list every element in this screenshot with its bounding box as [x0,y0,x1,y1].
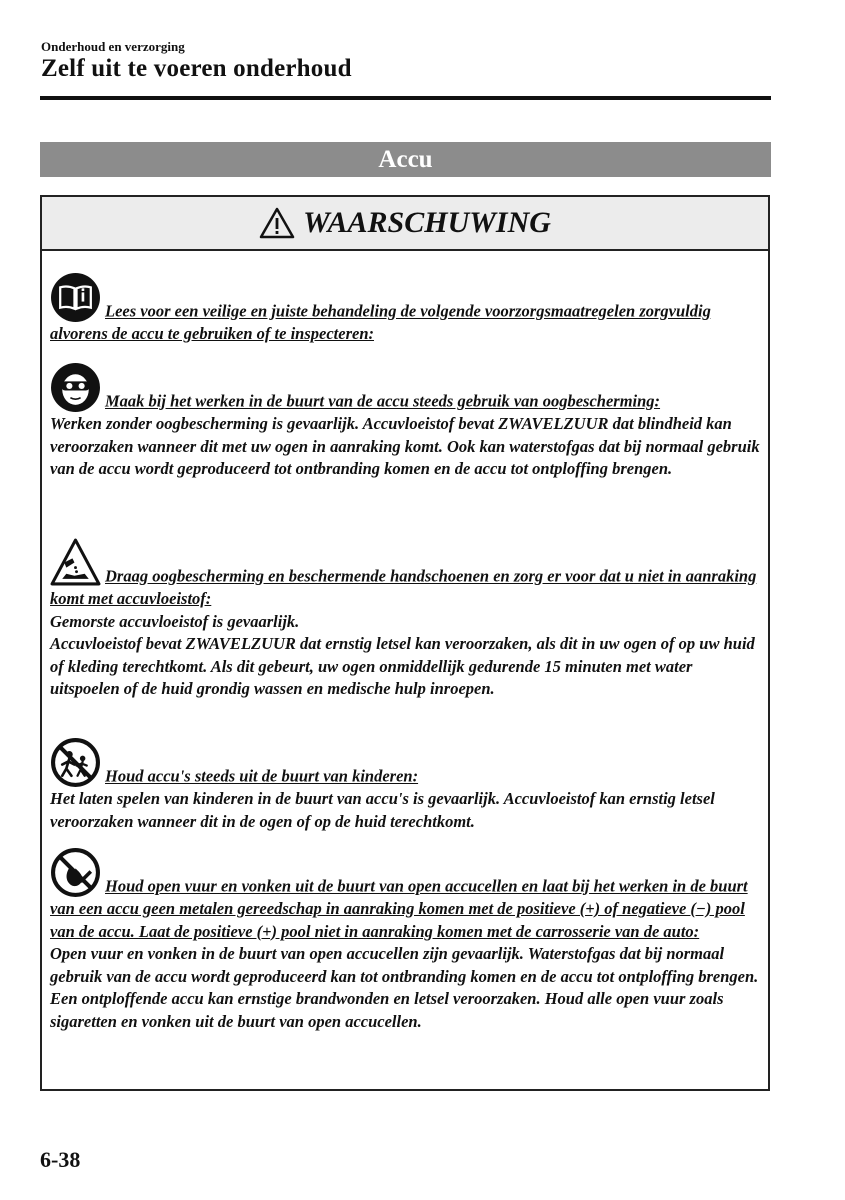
warning-item-lead: Houd open vuur en vonken uit de buurt van open accucellen en laat bij het werken in de buurt van een accu geen metalen gereedschap in aanraking komen met de positieve (+) of negatieve (−) pool van de accu. Laat de positieve (+) pool niet in aanraking komen met de carrosserie van de auto: [50,876,748,941]
manual-book-icon [50,272,101,323]
corrosive-warning-icon [50,537,101,588]
warning-item-lead: Lees voor een veilige en juiste behandeling de volgende voorzorgsmaatregelen zorgvuldig alvorens de accu te gebruiken of te inspecteren: [50,301,711,343]
page-title: Zelf uit te voeren onderhoud [41,55,352,82]
warning-item-lead: Houd accu's steeds uit de buurt van kinderen: [105,766,419,786]
warning-header [42,197,768,251]
warning-title: WAARSCHUWING [303,206,551,239]
warning-item [50,272,765,346]
warning-item [50,737,765,833]
warning-triangle-icon [259,207,295,239]
chapter-label: Onderhoud en verzorging [41,39,185,54]
no-open-flame-icon [50,847,101,898]
warning-item [50,362,765,481]
warning-item-body: Gemorste accuvloeistof is gevaarlijk. Accuvloeistof bevat ZWAVELZUUR dat ernstig letsel kan veroorzaken, als dit in uw ogen of op uw huid of kleding terechtkomt. Als dit gebeurt, uw ogen onmiddellijk gedurende 15 minuten met water uitspoelen of de huid grondig wassen en medische hulp inroepen. [50,611,755,698]
page-number: 6-38 [40,1147,81,1172]
eye-protection-icon [50,362,101,413]
section-heading: Accu [40,142,771,177]
no-children-icon [50,737,101,788]
warning-item [50,537,765,701]
warning-item-body: Het laten spelen van kinderen in de buurt van accu's is gevaarlijk. Accuvloeistof kan ernstig letsel veroorzaken wanneer dit in de ogen of op de huid terechtkomt. [50,789,715,831]
header-divider [40,96,771,100]
warning-item-lead: Draag oogbescherming en beschermende handschoenen en zorg er voor dat u niet in aanraking komt met accuvloeistof: [50,566,757,608]
warning-item [50,847,765,1033]
warning-item-lead: Maak bij het werken in de buurt van de accu steeds gebruik van oogbescherming: [105,391,661,411]
warning-item-body: Open vuur en vonken in de buurt van open accucellen zijn gevaarlijk. Waterstofgas dat bij normaal gebruik van de accu wordt geproduceerd kan tot ontbranding komen en de accu tot ontploffing brengen. Een ontploffende accu kan ernstige brandwonden en letsel veroorzaken. Houd alle open vuur zoals sigaretten en vonken uit de buurt van open accucellen. [50,944,759,1031]
warning-box [40,195,770,1091]
warning-item-body: Werken zonder oogbescherming is gevaarlijk. Accuvloeistof bevat ZWAVELZUUR dat blindheid kan veroorzaken wanneer dit met uw ogen in aanraking komt. Ook kan waterstofgas dat bij normaal gebruik van de accu wordt geproduceerd tot ontbranding komen en de accu tot ontploffing brengen. [50,414,760,478]
